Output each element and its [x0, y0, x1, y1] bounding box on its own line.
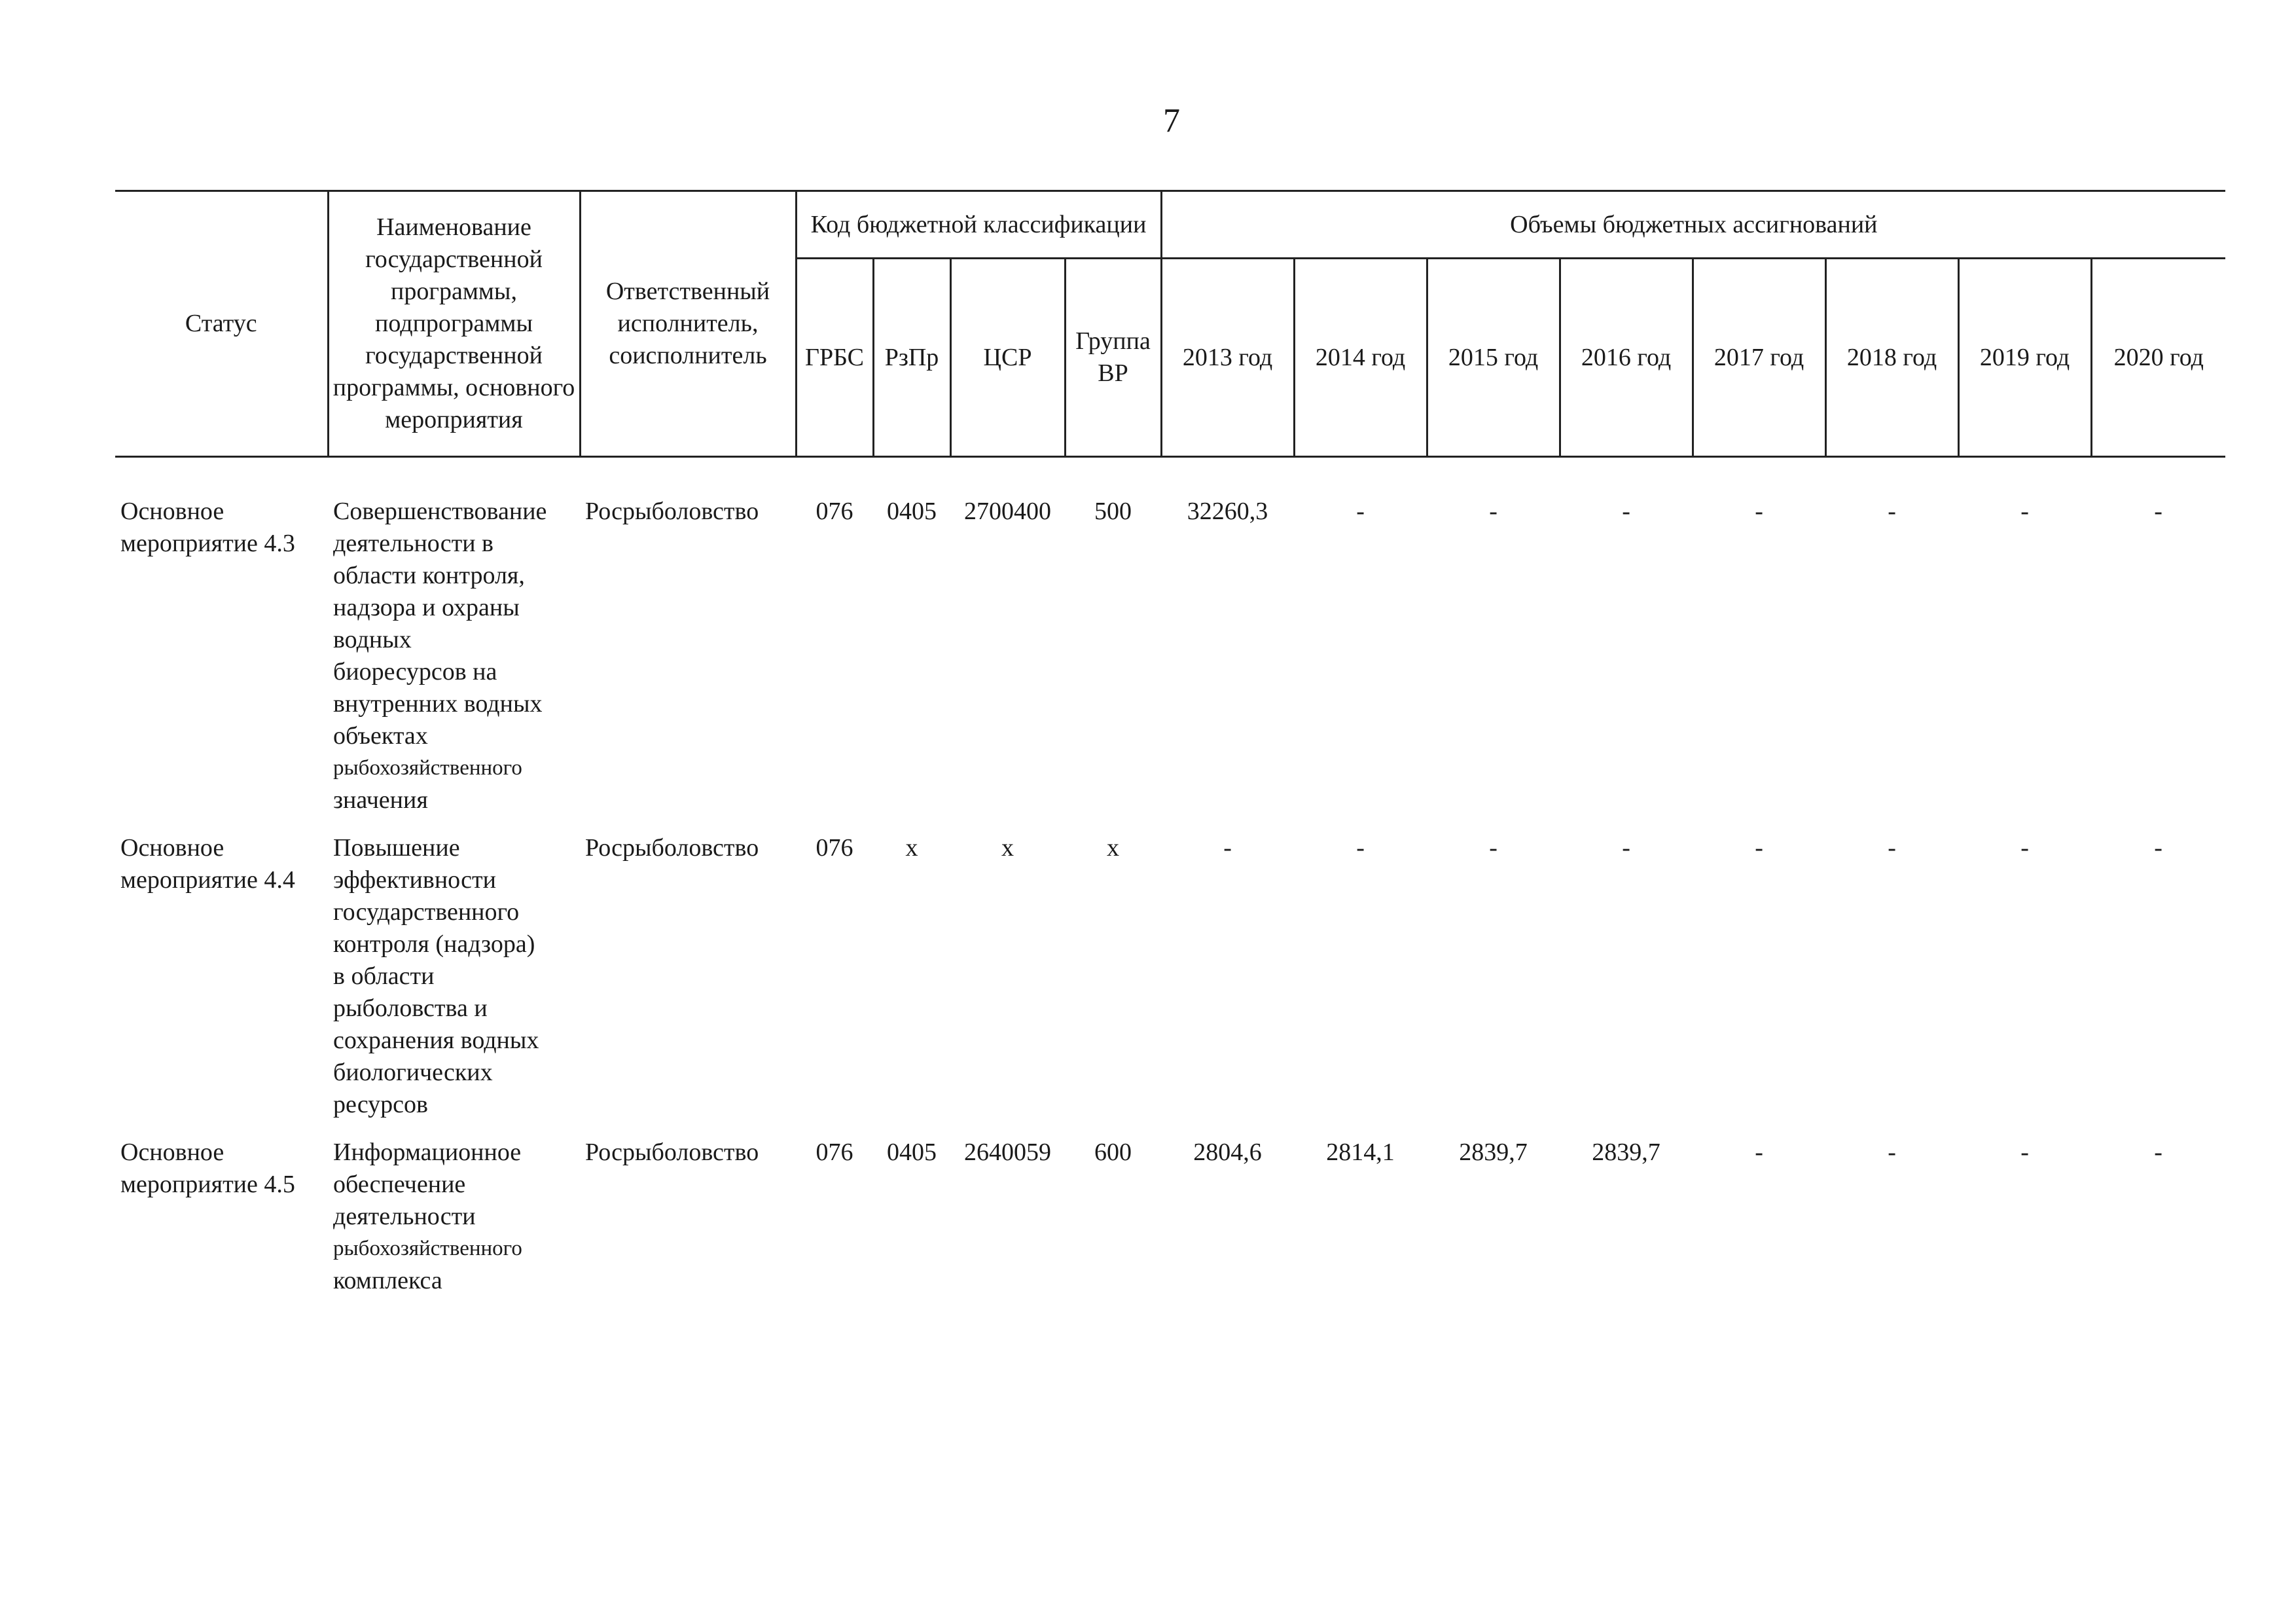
- row-csr: x: [1001, 834, 1014, 862]
- budget-allocation-table: [115, 190, 2225, 1313]
- row-value-2017: -: [1755, 834, 1763, 862]
- header-grbs: ГРБС: [796, 259, 873, 457]
- row-name-main: Информационное обеспечение деятельности: [333, 1139, 522, 1230]
- table-row: [115, 1137, 2225, 1313]
- row-program-name: [328, 832, 580, 1137]
- row-name-tail: значения: [333, 786, 428, 814]
- row-name-small: рыбохозяйственного: [333, 756, 522, 780]
- row-value-2015: -: [1489, 834, 1498, 862]
- row-value-2018: -: [1888, 498, 1896, 525]
- table-row: [115, 832, 2225, 1137]
- row-value-2017: -: [1755, 1139, 1763, 1166]
- row-executor: Росрыболовство: [585, 498, 759, 525]
- row-value-2019: -: [2020, 498, 2029, 525]
- header-rzpr: РзПр: [873, 259, 950, 457]
- row-grbs: 076: [816, 834, 853, 862]
- row-vr: 600: [1094, 1139, 1132, 1166]
- header-group-vr: Группа ВР: [1065, 259, 1161, 457]
- header-year-2017: 2017 год: [1693, 259, 1825, 457]
- row-value-2013: -: [1223, 834, 1232, 862]
- page-number: 7: [1163, 102, 1180, 139]
- row-value-2018: -: [1888, 834, 1896, 862]
- row-executor: Росрыболовство: [585, 1139, 759, 1166]
- row-vr: 500: [1094, 498, 1132, 525]
- row-name-main: Совершенствование деятельности в области контроля, надзора и охраны водных биоресурсов на внутренних водных объектах: [333, 498, 547, 750]
- row-value-2019: -: [2020, 1139, 2029, 1166]
- row-value-2013: 32260,3: [1187, 498, 1268, 525]
- header-year-2018: 2018 год: [1825, 259, 1958, 457]
- row-program-name: [328, 457, 580, 833]
- header-year-2019: 2019 год: [1958, 259, 2091, 457]
- row-status: Основное мероприятие 4.3: [120, 498, 295, 557]
- header-year-2014: 2014 год: [1294, 259, 1427, 457]
- header-allocations: Объемы бюджетных ассигнований: [1161, 191, 2225, 259]
- row-value-2014: 2814,1: [1326, 1139, 1395, 1166]
- row-value-2019: -: [2020, 834, 2029, 862]
- table-row: [115, 457, 2225, 833]
- row-program-name: [328, 1137, 580, 1313]
- header-budget-code: Код бюджетной классификации: [796, 191, 1161, 259]
- row-name-tail: комплекса: [333, 1267, 442, 1294]
- header-year-2013: 2013 год: [1161, 259, 1294, 457]
- row-rzpr: 0405: [887, 1139, 937, 1166]
- row-value-2016: 2839,7: [1592, 1139, 1660, 1166]
- row-csr: 2700400: [964, 498, 1051, 525]
- row-grbs: 076: [816, 1139, 853, 1166]
- row-value-2014: -: [1356, 498, 1365, 525]
- header-year-2015: 2015 год: [1427, 259, 1560, 457]
- row-value-2018: -: [1888, 1139, 1896, 1166]
- header-year-2016: 2016 год: [1560, 259, 1693, 457]
- row-value-2015: -: [1489, 498, 1498, 525]
- row-value-2020: -: [2154, 834, 2162, 862]
- header-executor: Ответственный исполнитель, соисполнитель: [580, 191, 796, 457]
- row-grbs: 076: [816, 498, 853, 525]
- row-vr: x: [1107, 834, 1120, 862]
- row-name-small: рыбохозяйственного: [333, 1237, 522, 1260]
- row-value-2015: 2839,7: [1459, 1139, 1528, 1166]
- row-value-2013: 2804,6: [1193, 1139, 1262, 1166]
- row-value-2020: -: [2154, 1139, 2162, 1166]
- row-value-2016: -: [1622, 498, 1630, 525]
- header-status: Статус: [115, 191, 328, 457]
- header-csr: ЦСР: [950, 259, 1065, 457]
- row-value-2016: -: [1622, 834, 1630, 862]
- row-executor: Росрыболовство: [585, 834, 759, 862]
- row-value-2020: -: [2154, 498, 2162, 525]
- row-csr: 2640059: [964, 1139, 1051, 1166]
- header-program-name: Наименование государственной программы, подпрограммы государственной программы, основного мероприятия: [328, 191, 580, 457]
- header-year-2020: 2020 год: [2091, 259, 2225, 457]
- row-value-2017: -: [1755, 498, 1763, 525]
- row-status: Основное мероприятие 4.5: [120, 1139, 295, 1198]
- row-rzpr: x: [905, 834, 918, 862]
- row-name-main: Повышение эффективности государственного контроля (надзора) в области рыболовства и сохранения водных биологических ресурсов: [333, 834, 539, 1118]
- row-value-2014: -: [1356, 834, 1365, 862]
- row-rzpr: 0405: [887, 498, 937, 525]
- row-status: Основное мероприятие 4.4: [120, 834, 295, 894]
